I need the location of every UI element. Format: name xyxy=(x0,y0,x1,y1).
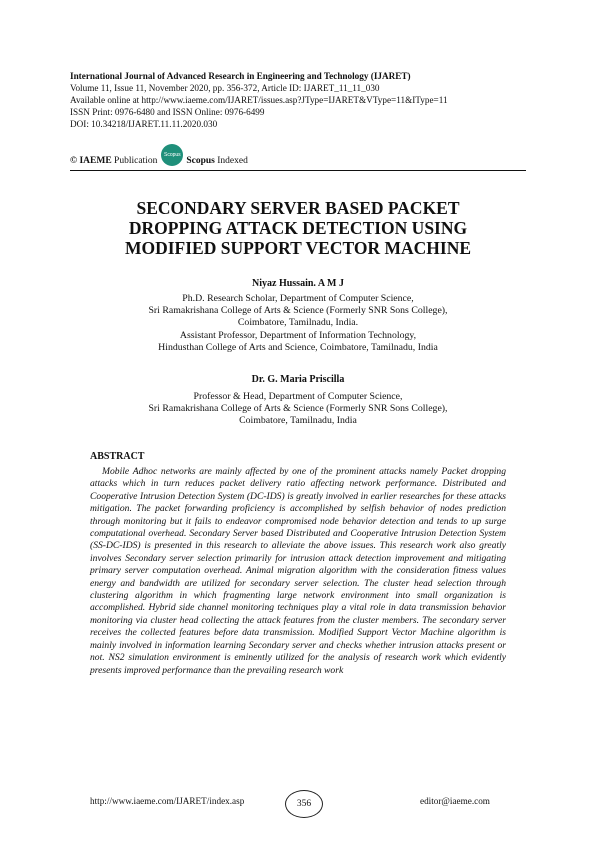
affiliation-line: Coimbatore, Tamilnadu, India xyxy=(239,415,357,427)
footer-url-link[interactable]: http://www.iaeme.com/IJARET/index.asp xyxy=(90,796,245,806)
abstract-text: Mobile Adhoc networks are mainly affected by one of the prominent attacks namely Packet dropping attacks which in turn reduces packet delivery ratio affecting network performance. Distributed and Cooperative Intrusion Detection System (DC-IDS) is greatly involved in earlier researches for these attacks mitigation. The packet forwarding proficiency is accomplished by selfish behavior of nodes prediction through monitoring but it fails to endeavor compromised node behavior detection and tends to up surge computational overhead. Secondary Server based Distributed and Cooperative Intrusion Detection System (SS-DC-IDS) is presented in this research to alleviate the above issues. This research work also greatly involves Secondary server selection primarily for intrusion attack detection improvement and mitigating primary server computation overhead. Animal migration algorithm with the consideration fitness values energy and bandwidth are utilized for secondary server selection. The cluster head selection through clustering algorithm in which fragmenting large network environment into small organization is accomplished. Hybrid side channel monitoring techniques play a vital role in data transmission behavior monitoring via cluster head collecting the attack features from the cluster members. The secondary server receives the collected features before data transmission. Modified Support Vector Machine algorithm is mainly involved in information learning Secondary server and checks whether intrusion attacks present or not. NS2 simulation environment is eminently utilized for the analysis of research work which evidently presents improved performance than the prevailing research work xyxy=(90,466,506,676)
title-line: SECONDARY SERVER BASED PACKET xyxy=(136,198,460,218)
affiliation-line: Sri Ramakrishana College of Arts & Science (Formerly SNR Sons College), xyxy=(148,305,448,317)
author-affiliation xyxy=(70,293,526,354)
author-name: Dr. G. Maria Priscilla xyxy=(251,374,345,385)
scopus-label: Scopus xyxy=(186,156,215,166)
title-line: DROPPING ATTACK DETECTION USING xyxy=(128,218,468,238)
affiliation-line: Coimbatore, Tamilnadu, India. xyxy=(237,317,359,329)
abstract-heading: ABSTRACT xyxy=(90,451,145,462)
issn-line: ISSN Print: 0976-6480 and ISSN Online: 0976-6499 xyxy=(70,107,265,117)
affiliation-line: Sri Ramakrishana College of Arts & Science (Formerly SNR Sons College), xyxy=(148,403,448,415)
title-line: MODIFIED SUPPORT VECTOR MACHINE xyxy=(124,238,472,258)
doi-line: DOI: 10.34218/IJARET.11.11.2020.030 xyxy=(70,119,218,129)
author-affiliation xyxy=(70,391,526,428)
journal-header xyxy=(70,70,530,130)
author-name: Niyaz Hussain. A M J xyxy=(252,278,344,289)
affiliation-line: Hindusthan College of Arts and Science, Coimbatore, Tamilnadu, India xyxy=(158,341,438,353)
available-online-line: Available online at http://www.iaeme.com/IJARET/issues.asp?JType=IJARET&VType=11&IType=11 xyxy=(70,95,448,105)
affiliation-line: Ph.D. Research Scholar, Department of Computer Science, xyxy=(182,293,414,304)
header-divider xyxy=(70,170,526,171)
volume-line: Volume 11, Issue 11, November 2020, pp. 356-372, Article ID: IJARET_11_11_030 xyxy=(70,83,380,93)
page-footer xyxy=(0,790,595,820)
paper-title xyxy=(70,198,526,258)
publication-label: Publication xyxy=(114,156,158,166)
indexed-label: Indexed xyxy=(217,156,248,166)
affiliation-line: Assistant Professor, Department of Information Technology, xyxy=(179,329,417,341)
scopus-logo-icon: Scopus xyxy=(161,144,183,166)
publisher-name: © IAEME xyxy=(70,156,112,166)
page-number: 356 xyxy=(285,790,323,818)
footer-email-link[interactable]: editor@iaeme.com xyxy=(420,796,490,806)
publisher-row xyxy=(70,150,248,172)
affiliation-line: Professor & Head, Department of Computer Science, xyxy=(193,391,403,402)
journal-title: International Journal of Advanced Research in Engineering and Technology (IJARET) xyxy=(70,71,411,81)
